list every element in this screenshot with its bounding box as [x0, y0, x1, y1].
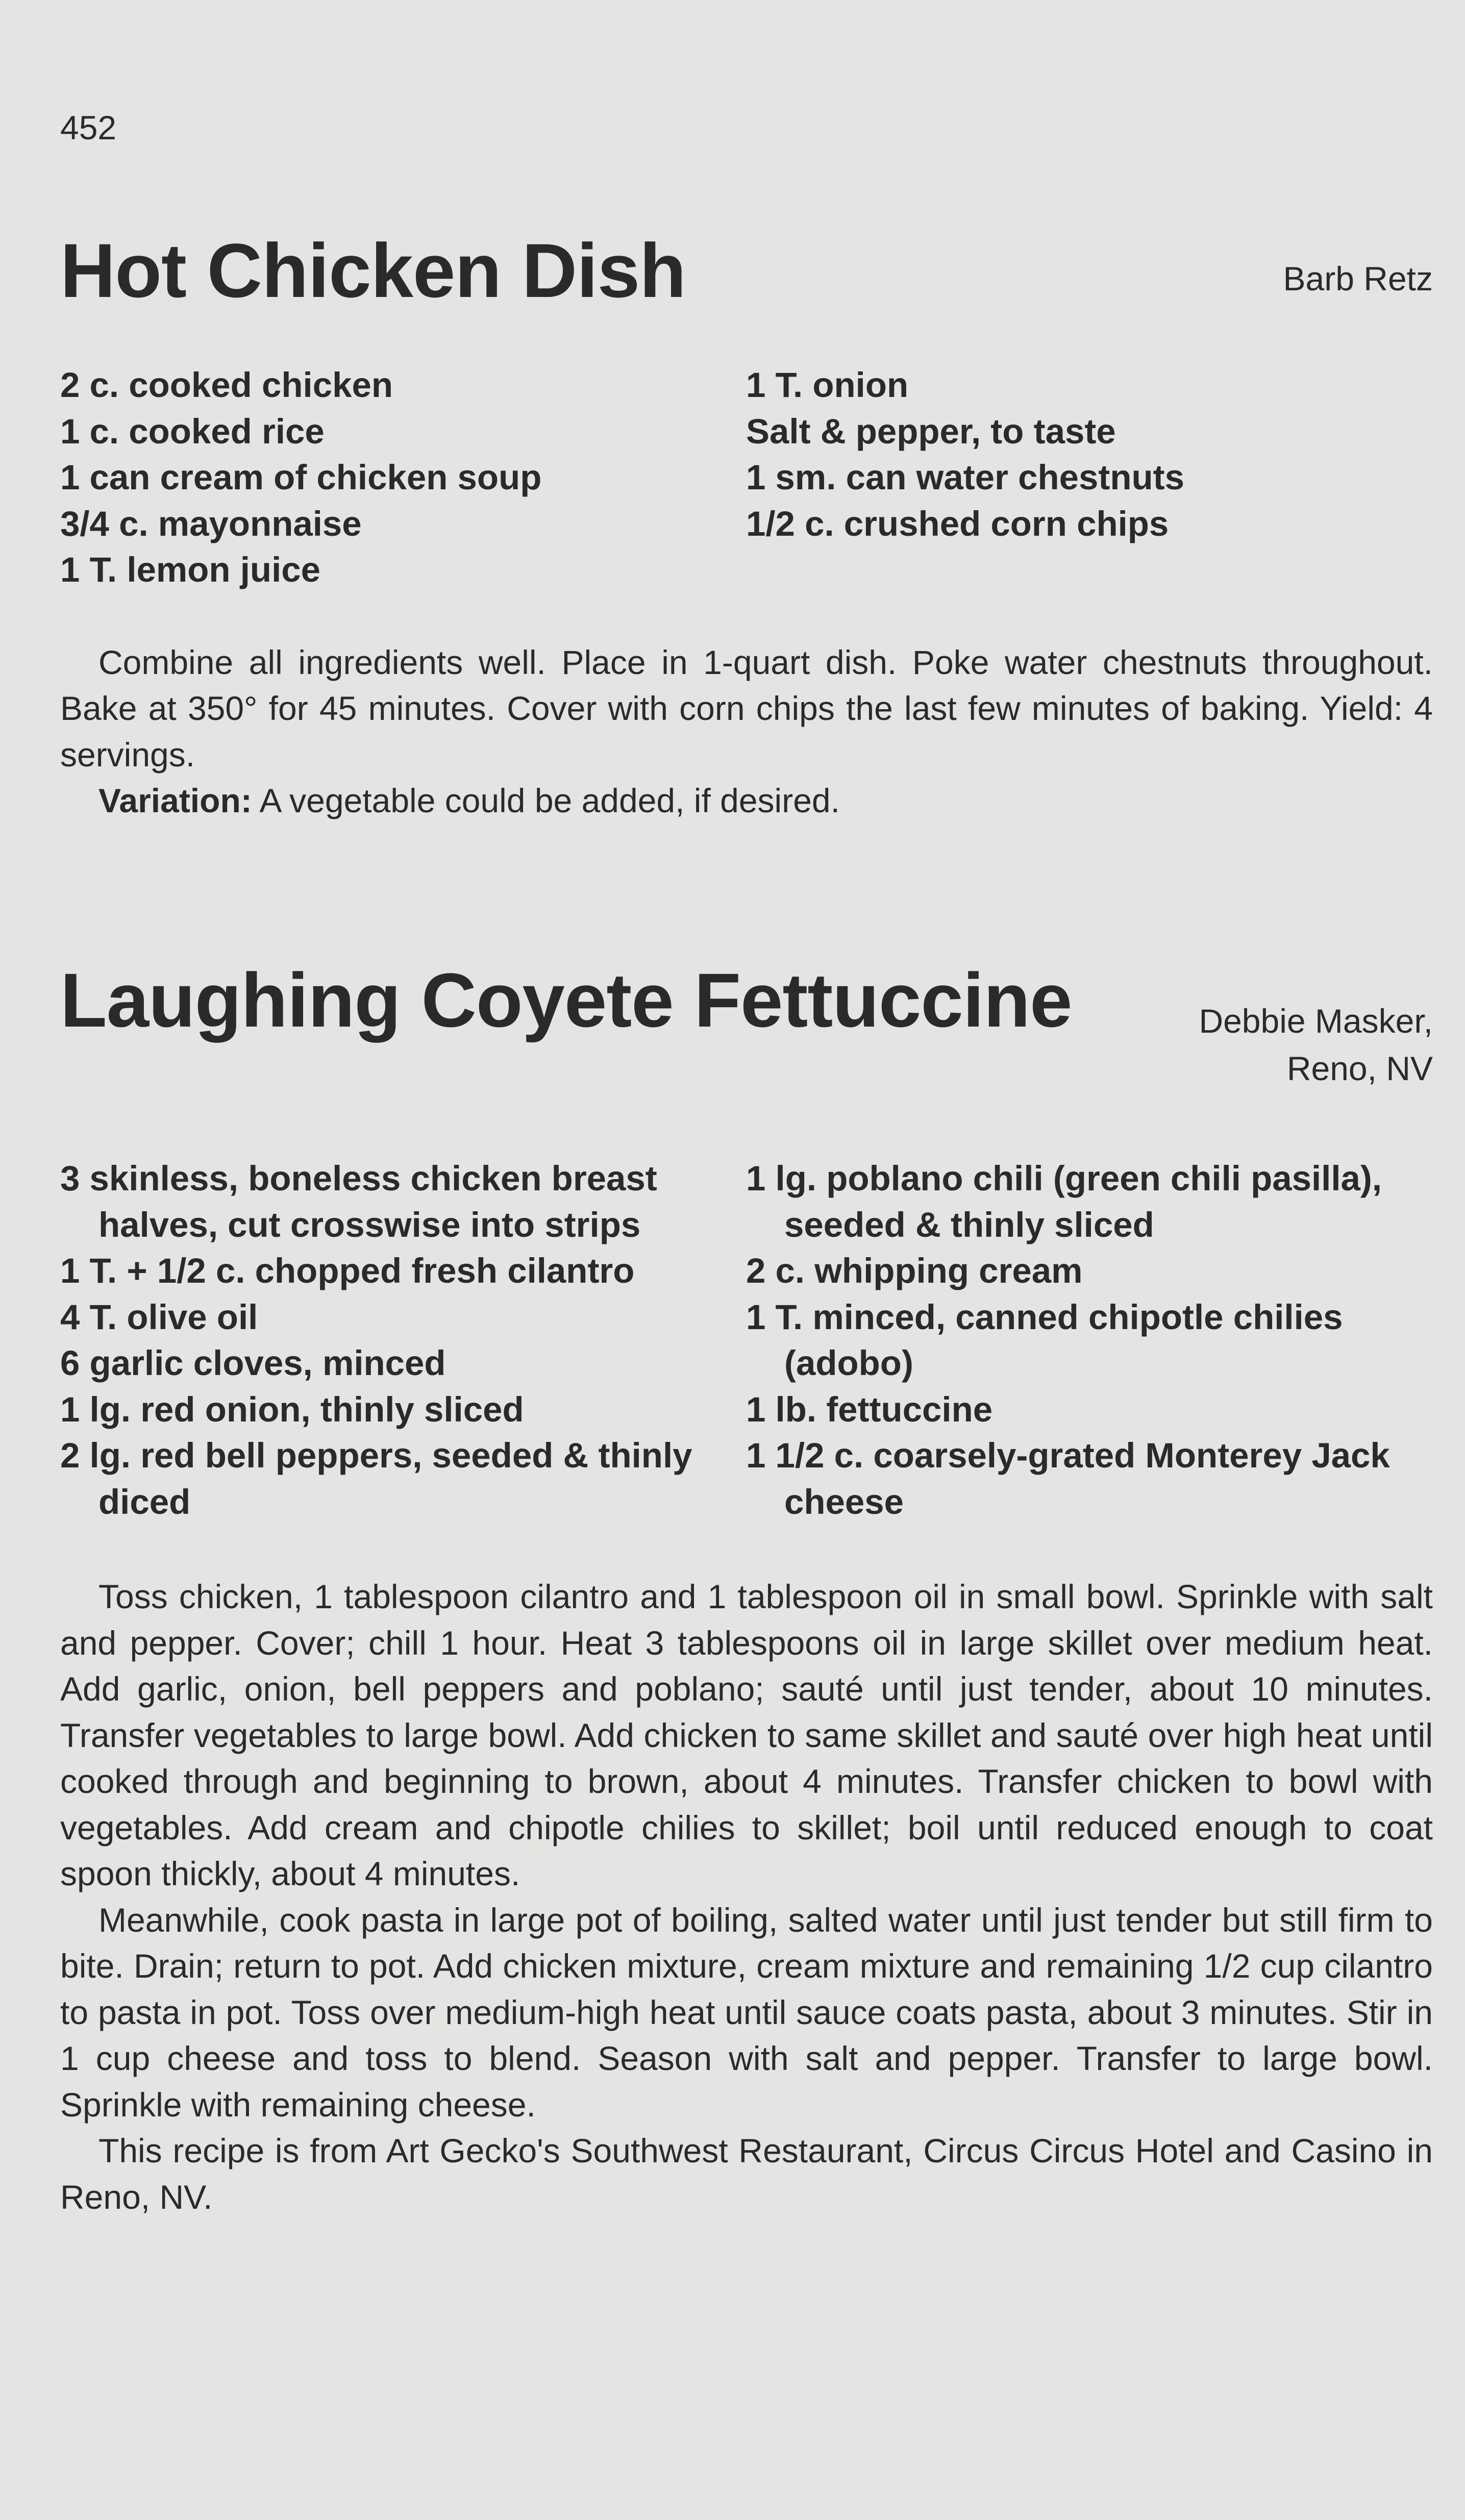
directions-paragraph: Meanwhile, cook pasta in large pot of boiling, salted water until just tender but still firm to bite. Drain; return to pot. Add chicken mixture, cream mixture and remaining 1/2 cup cilantro to pasta in pot. Toss over medium-high heat until sauce coats pasta, about 3 minutes. Stir in 1 cup cheese and toss to blend. Season with salt and pepper. Transfer to large bowl. Sprinkle with remaining cheese. [60, 1901, 1433, 2124]
author-name: Debbie Masker, [1199, 1002, 1433, 1040]
ingredient-item: 1 T. + 1/2 c. chopped fresh cilantro [60, 1251, 635, 1290]
recipe-title: Hot Chicken Dish [60, 228, 686, 313]
ingredient-item: 1 can cream of chicken soup [60, 458, 542, 497]
ingredient-item: 1 1/2 c. coarsely-grated Monterey Jack cheese [746, 1436, 1390, 1521]
ingredient-item: 6 garlic cloves, minced [60, 1343, 446, 1383]
directions-paragraph: Toss chicken, 1 tablespoon cilantro and 1 tablespoon oil in small bowl. Sprinkle with salt and pepper. Cover; chill 1 hour. Heat 3 tablespoons oil in large skillet over medium heat. Add garlic, onion, bell peppers and poblano; sauté until just tender, about 10 minutes. Transfer vegetables to large bowl. Add chicken to same skillet and sauté over high heat until cooked through and beginning to brown, about 4 minutes. Transfer chicken to bowl with vegetables. Add cream and chipotle chilies to skillet; boil until reduced enough to coat spoon thickly, about 4 minutes. [60, 1578, 1433, 1892]
ingredient-item: 1 T. minced, canned chipotle chilies (adobo) [746, 1297, 1343, 1383]
recipe-header [60, 949, 1433, 1087]
ingredient-item: 2 lg. red bell peppers, seeded & thinly diced [60, 1436, 692, 1521]
ingredient-item: 1 lg. poblano chili (green chili pasilla), seeded & thinly sliced [746, 1159, 1382, 1244]
directions-paragraph: This recipe is from Art Gecko's Southwest Restaurant, Circus Circus Hotel and Casino in Reno, NV. [60, 2132, 1433, 2216]
recipe-directions [60, 1574, 1433, 2220]
ingredient-item: 4 T. olive oil [60, 1297, 258, 1337]
recipe-author [1283, 255, 1433, 303]
ingredient-column-left [60, 1156, 746, 1525]
ingredient-item: 2 c. whipping cream [746, 1251, 1083, 1290]
ingredient-item: 3 skinless, boneless chicken breast halves, cut crosswise into strips [60, 1159, 657, 1244]
ingredient-item: 1 lb. fettuccine [746, 1389, 993, 1429]
ingredient-item: 1/2 c. crushed corn chips [746, 504, 1169, 543]
ingredient-item: 1 sm. can water chestnuts [746, 458, 1184, 497]
ingredient-item: 3/4 c. mayonnaise [60, 504, 362, 543]
recipe-laughing-coyete-fettuccine [60, 949, 1433, 2220]
recipe-header [60, 219, 1433, 321]
ingredient-item: 1 T. lemon juice [60, 550, 320, 589]
variation-text: A vegetable could be added, if desired. [252, 782, 840, 819]
ingredient-column-right [746, 1156, 1433, 1525]
author-location: Reno, NV [1286, 1050, 1433, 1087]
ingredient-item: 1 lg. red onion, thinly sliced [60, 1389, 524, 1429]
directions-paragraph: Combine all ingredients well. Place in 1-quart dish. Poke water chestnuts throughout. Bake at 350° for 45 minutes. Cover with corn chips the last few minutes of baking. Yield: 4 servings. [60, 643, 1433, 774]
ingredient-item: Salt & pepper, to taste [746, 411, 1116, 451]
ingredient-list [60, 1156, 1433, 1525]
recipe-author [1199, 997, 1433, 1092]
ingredient-column-left [60, 362, 746, 593]
ingredient-item: 1 c. cooked rice [60, 411, 325, 451]
ingredient-column-right [746, 362, 1433, 593]
variation-label: Variation: [98, 782, 252, 819]
recipe-hot-chicken-dish [60, 219, 1433, 824]
ingredient-item: 2 c. cooked chicken [60, 365, 393, 405]
ingredient-item: 1 T. onion [746, 365, 909, 405]
author-name: Barb Retz [1283, 260, 1433, 297]
variation-note [60, 778, 1433, 824]
recipe-title: Laughing Coyete Fettuccine [60, 957, 1072, 1043]
page-number: 452 [60, 109, 117, 146]
recipe-directions [60, 639, 1433, 824]
ingredient-list [60, 362, 1433, 593]
